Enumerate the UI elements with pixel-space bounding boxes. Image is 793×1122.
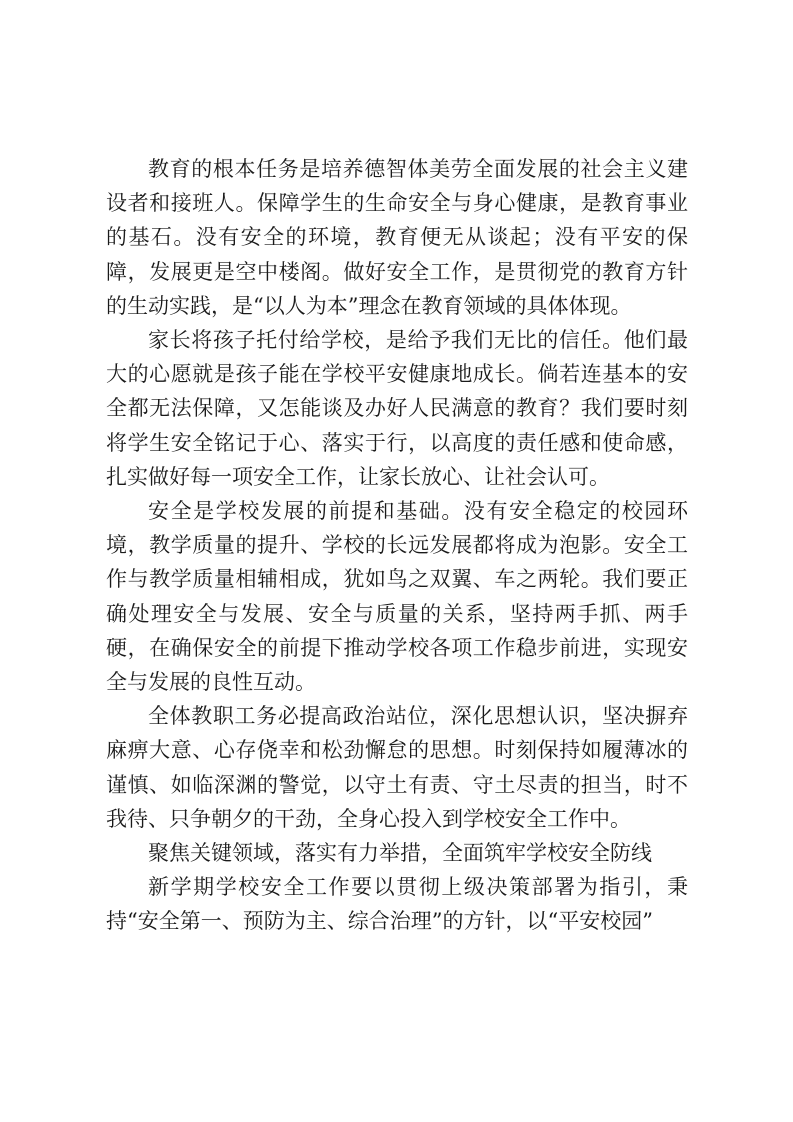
paragraph-education-task: 教育的根本任务是培养德智体美劳全面发展的社会主义建设者和接班人。保障学生的生命安全与身心健康，是教育事业的基石。没有安全的环境，教育便无从谈起；没有平安的保障，发展更是空中楼阁。做好安全工作，是贯彻党的教育方针的生动实践，是“以人为本”理念在教育领域的具体体现。 [106, 157, 688, 318]
paragraph-parents-trust: 家长将孩子托付给学校，是给予我们无比的信任。他们最大的心愿就是孩子能在学校平安健康地成长。倘若连基本的安全都无法保障，又怎能谈及办好人民满意的教育？我们要时刻将学生安全铭记于心、落实于行，以高度的责任感和使命感，扎实做好每一项安全工作，让家长放心、让社会认可。 [106, 328, 688, 489]
paragraph-new-semester: 新学期学校安全工作要以贯彻上级决策部署为指引，秉持“安全第一、预防为主、综合治理”的方针，以“平安校园” [106, 875, 688, 934]
paragraph-safety-foundation: 安全是学校发展的前提和基础。没有安全稳定的校园环境，教学质量的提升、学校的长远发展都将成为泡影。安全工作与教学质量相辅相成，犹如鸟之双翼、车之两轮。我们要正确处理安全与发展、安全与质量的关系，坚持两手抓、两手硬，在确保安全的前提下推动学校各项工作稳步前进，实现安全与发展的良性互动。 [106, 499, 688, 695]
paragraph-staff-awareness: 全体教职工务必提高政治站位，深化思想认识，坚决摒弃麻痹大意、心存侥幸和松劲懈怠的思想。时刻保持如履薄冰的谨慎、如临深渊的警觉，以守土有责、守土尽责的担当，时不我待、只争朝夕的干劲，全身心投入到学校安全工作中。 [106, 704, 688, 831]
section-heading-key-areas: 聚焦关键领域，落实有力举措，全面筑牢学校安全防线 [148, 841, 652, 866]
document-body [106, 152, 688, 939]
